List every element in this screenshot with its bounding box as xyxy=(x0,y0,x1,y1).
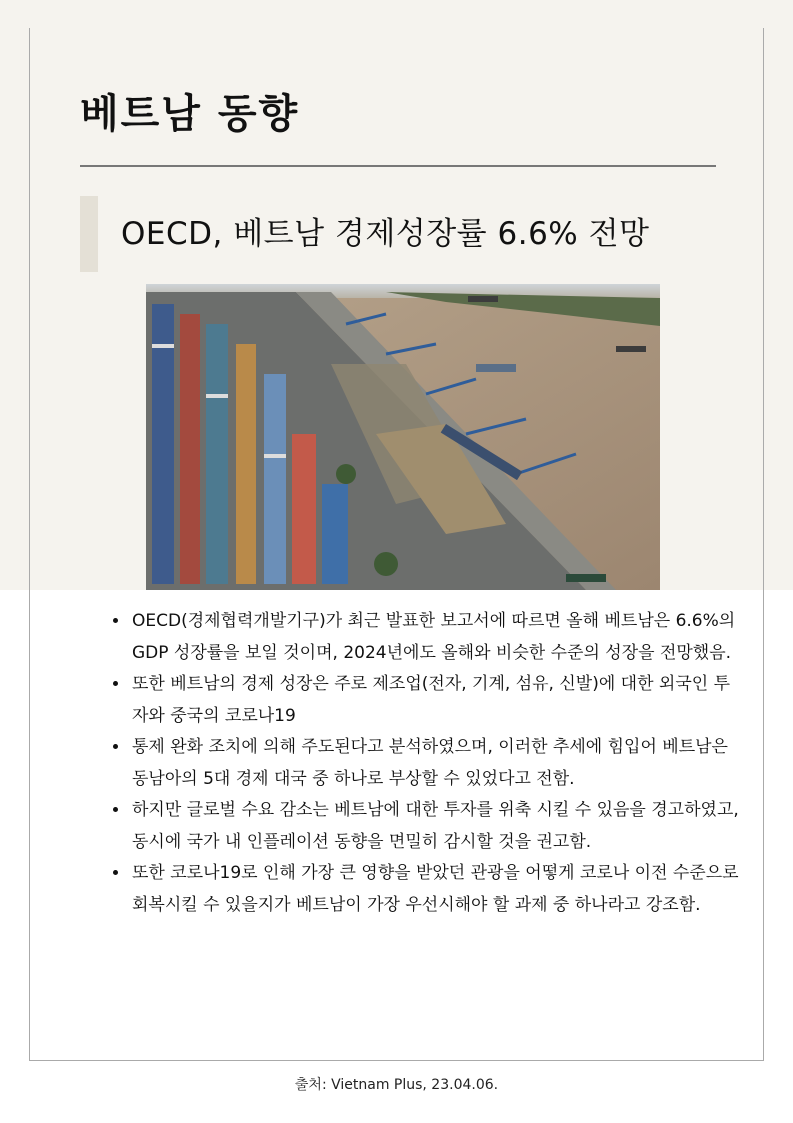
port-aerial-photo xyxy=(146,284,660,590)
title-divider xyxy=(80,165,716,167)
article-headline: OECD, 베트남 경제성장률 6.6% 전망 xyxy=(121,216,650,252)
bullet-item: • 또한 코로나19로 인해 가장 큰 영향을 받았던 관광을 어떻게 코로나 이전 수준으로 회복시킬 수 있을지가 베트남이 가장 우선시해야 할 과제 중 하나라고 강조함. xyxy=(130,858,746,921)
source-footer: 출처: Vietnam Plus, 23.04.06. xyxy=(294,1077,499,1093)
bullet-item: • 통제 완화 조치에 의해 주도된다고 분석하였으며, 이러한 추세에 힘입어 베트남은 동남아의 5대 경제 대국 중 하나로 부상할 수 있었다고 전함. xyxy=(130,732,746,795)
bullet-item: • 하지만 글로벌 수요 감소는 베트남에 대한 투자를 위축 시킬 수 있음을 경고하였고, 동시에 국가 내 인플레이션 동향을 면밀히 감시할 것을 권고함. xyxy=(130,795,746,858)
headline-accent-bar xyxy=(80,196,98,272)
bullet-item: • OECD(경제협력개발기구)가 최근 발표한 보고서에 따르면 올해 베트남은 6.6%의 GDP 성장률을 보일 것이며, 2024년에도 올해와 비슷한 수준의 성장을 전망했음. xyxy=(130,606,746,669)
article-bullet-list xyxy=(108,606,746,921)
page-title: 베트남 동향 xyxy=(80,91,300,137)
bullet-item: • 또한 베트남의 경제 성장은 주로 제조업(전자, 기계, 섬유, 신발)에 대한 외국인 투자와 중국의 코로나19 xyxy=(130,669,746,732)
